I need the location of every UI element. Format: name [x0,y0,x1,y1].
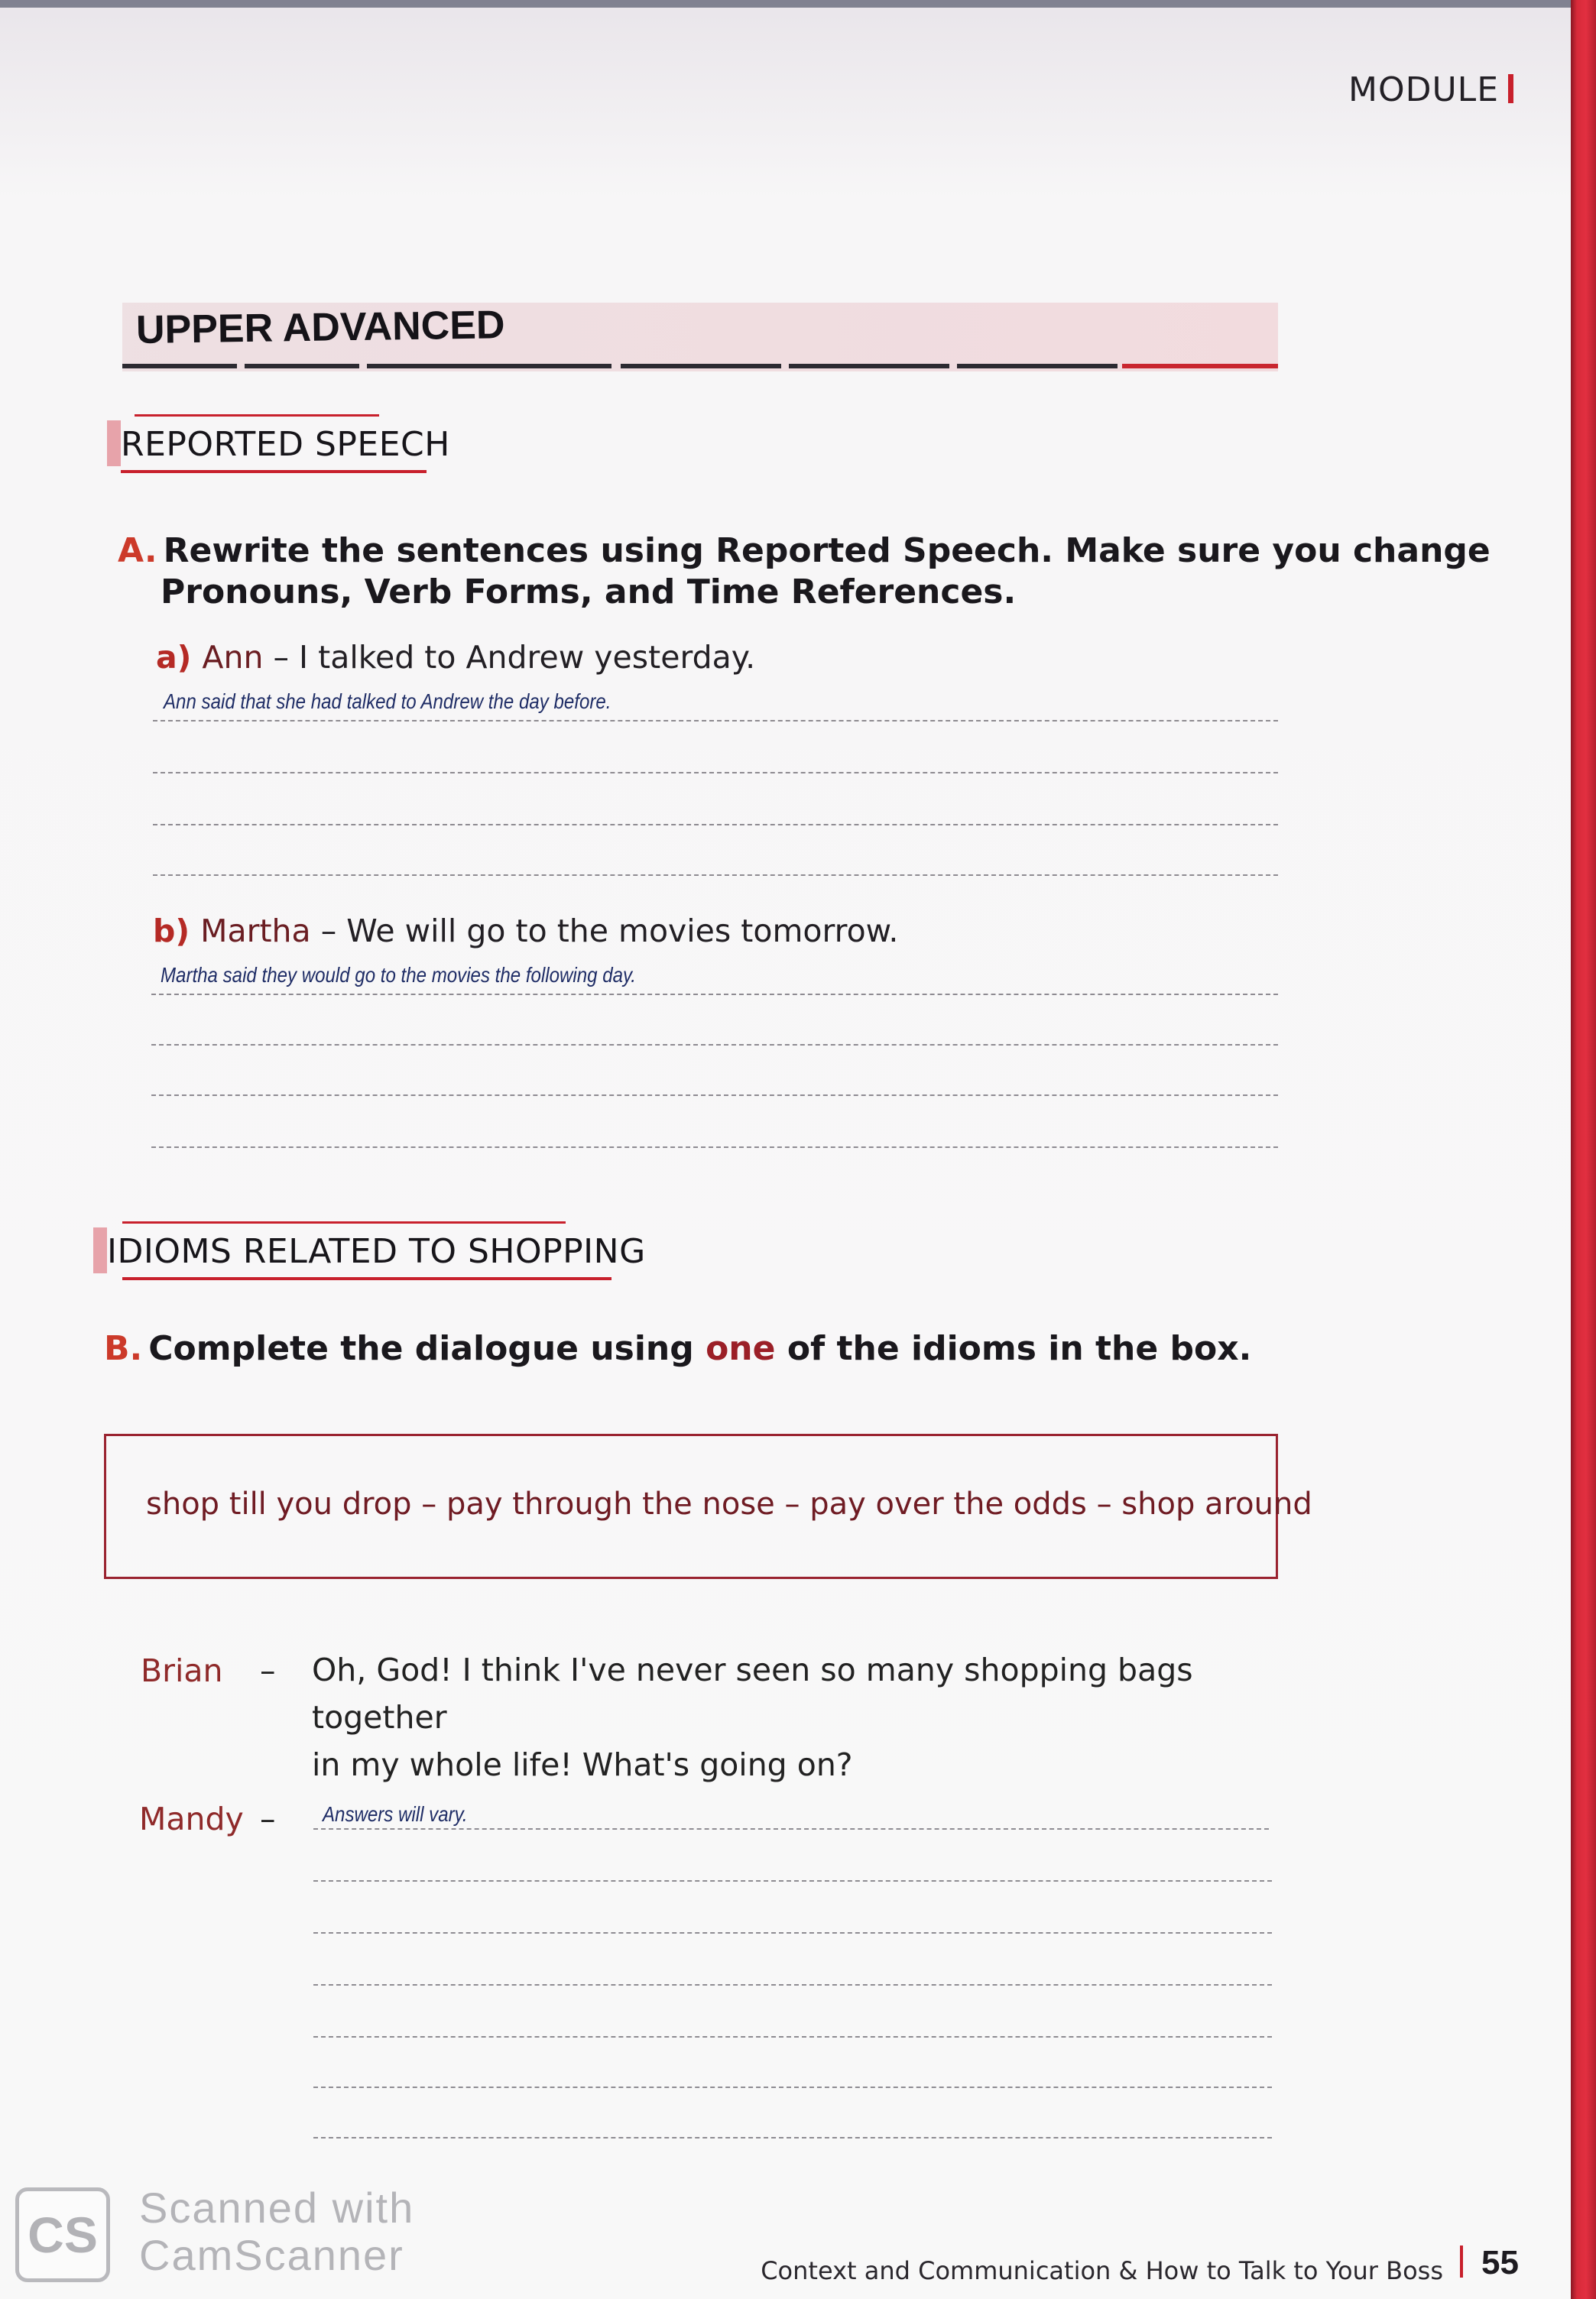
section-heading-reported-speech: REPORTED SPEECH [121,425,450,464]
footer-divider [1460,2245,1463,2278]
answer-line [313,2137,1272,2138]
dialogue-line-brian: Oh, God! I think I've never seen so many shopping bags together in my whole life! What's going on? [312,1652,1193,1783]
answer-line [313,1932,1272,1934]
idiom-list: shop till you drop – pay through the nose – pay over the odds – shop around [146,1487,1312,1522]
level-rule-segment [245,364,359,368]
item-b-answer: Martha said they would go to the movies the following day. [161,963,636,987]
item-a-prompt: a) Ann – I talked to Andrew yesterday. [156,639,756,676]
red-spine-edge [1571,0,1596,2299]
section-heading-idioms: IDIOMS RELATED TO SHOPPING [107,1232,646,1271]
level-rule-segment [789,364,949,368]
heading-overline [122,1221,566,1224]
item-a-answer: Ann said that she had talked to Andrew the day before. [164,689,611,713]
answer-line [151,1094,1278,1096]
module-label: MODULE [1348,70,1513,109]
task-b-instruction: B. Complete the dialogue using one of the idioms in the box. [104,1329,1252,1368]
level-rule-segment [122,364,237,368]
module-number-bar [1508,74,1513,103]
heading-marker [107,420,121,466]
level-rule-segment [957,364,1118,368]
dialogue-speaker-mandy: Mandy [139,1801,244,1837]
answer-line [313,1828,1269,1830]
answer-line [153,720,1278,721]
answer-line [151,994,1278,995]
page-top-edge [0,0,1596,8]
level-rule-accent [1122,364,1278,368]
answer-line [153,874,1278,876]
idiom-box [104,1434,1312,1579]
dialogue-speaker-brian: Brian [141,1652,223,1689]
heading-marker [93,1227,107,1273]
heading-underline [121,470,427,473]
level-rule-segment [367,364,611,368]
answer-line [313,2087,1272,2088]
level-rule-segment [621,364,781,368]
page-number: 55 [1481,2244,1519,2281]
camscanner-watermark: Scanned with CamScanner [139,2184,415,2279]
heading-overline [135,414,379,417]
level-title: UPPER ADVANCED [135,303,505,352]
answer-line [313,1984,1272,1986]
answer-line [313,2036,1272,2038]
mandy-answer: Answers will vary. [323,1802,468,1826]
dialogue-dash: – [260,1801,276,1837]
answer-line [153,824,1278,825]
item-b-prompt: b) Martha – We will go to the movies tomorrow. [153,913,899,949]
task-a-instruction: A. Rewrite the sentences using Reported Speech. Make sure you change Pronouns, Verb Forms, and Time References. [118,531,1491,611]
footer-title: Context and Communication & How to Talk to Your Boss [761,2256,1443,2285]
answer-line [153,772,1278,773]
dialogue-dash: – [260,1652,276,1689]
camscanner-logo: CS [15,2187,110,2282]
answer-line [313,1880,1272,1882]
answer-line [151,1146,1278,1148]
answer-line [151,1044,1278,1046]
heading-underline [122,1277,611,1280]
